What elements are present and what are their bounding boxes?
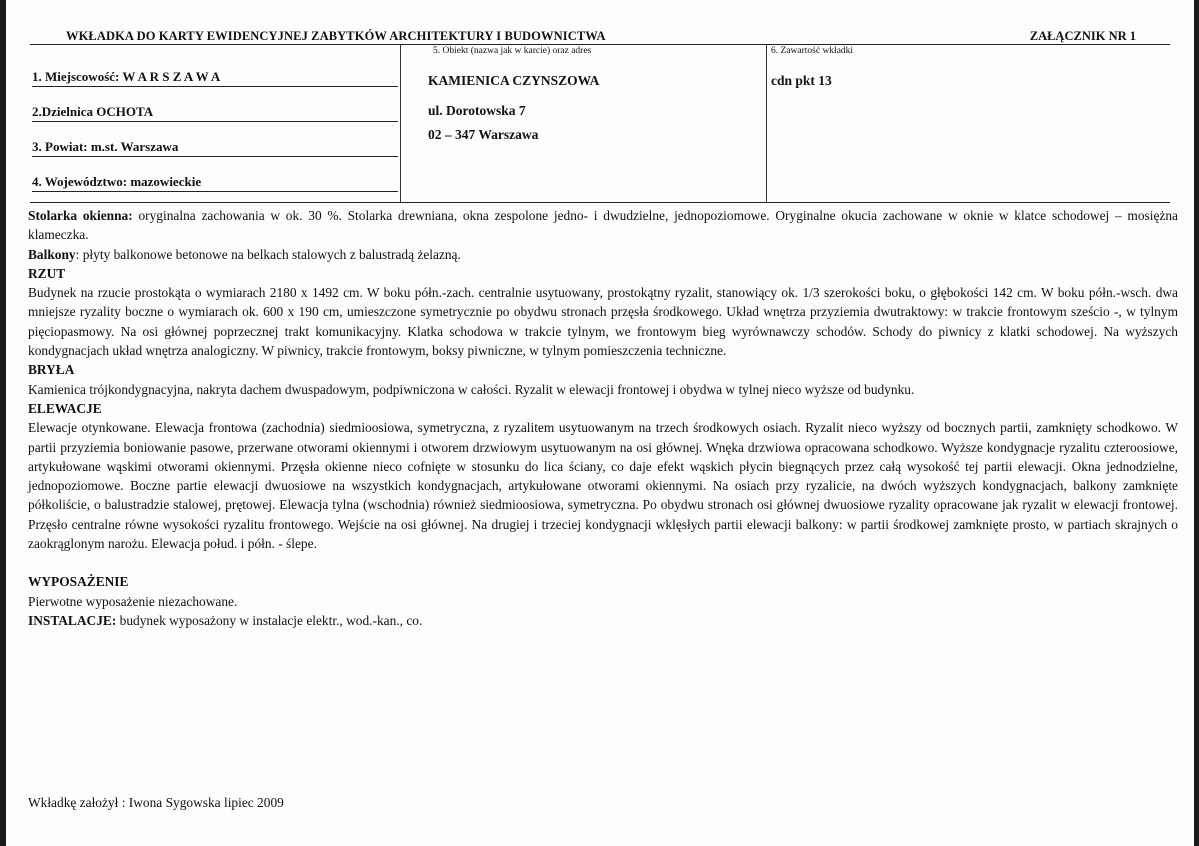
field-locality-text: 1. Miejscowość: W A R S Z A W A (32, 69, 221, 84)
divider-right (766, 45, 767, 202)
document-page (6, 0, 1194, 846)
annex-label: ZAŁĄCZNIK NR 1 (1029, 29, 1136, 43)
title-row (30, 28, 1170, 45)
paragraph-bryla: Kamienica trójkondygnacyjna, nakryta dachem dwuspadowym, podpiwniczona w całości. Ryzalit w elewacji frontowej i obydwa w tylnej nieco wyższe od budynku. (28, 381, 915, 397)
field-voivodeship (32, 169, 398, 192)
heading-wyposazenie: WYPOSAŻENIE (28, 574, 129, 590)
paragraph-wyposazenie: Pierwotne wyposażenie niezachowane. (28, 593, 238, 609)
field-district-text: 2.Dzielnica OCHOTA (32, 104, 154, 119)
object-street: ul. Dorotowska 7 (428, 103, 526, 118)
object-heading: 5. Obiekt (nazwa jak w karcie) oraz adres (433, 46, 592, 56)
heading-rzut: RZUT (28, 265, 66, 281)
paragraph-balkony (28, 245, 1178, 264)
contents-value: cdn pkt 13 (771, 73, 832, 88)
divider-left (400, 45, 401, 202)
instalacje-text: budynek wyposażony w instalacje elektr., wod.-kan., co. (116, 612, 423, 628)
contents-heading: 6. Zawartość wkładki (771, 46, 854, 56)
stolarka-label: Stolarka okienna: (28, 208, 133, 223)
header-form (30, 45, 1170, 203)
field-county (32, 134, 398, 157)
field-county-text: 3. Powiat: m.st. Warszawa (32, 139, 179, 154)
paragraph-elewacje: Elewacje otynkowane. Elewacja frontowa (zachodnia) siedmioosiowa, symetryczna, z ryzalitem usytuowanym na trzech środkowych osiach. Ryzalit nieco wyższy od bocznych partii, zamknięty schodkowo. W partii przyziemia boniowanie pasowe, przerwane otworami okiennymi i otworem drzwiowym usytuowanym na osi głównej. Wnęka drzwiowa opracowana schodkowo. Wyższe kondygnacje ryzalitu czteroosiowe, artykułowane wąskimi otworami okiennymi. Przęsła okienne nieco cofnięte w stosunku do lica ściany, co daje efekt wąskich płycin biegnących przez całą wysokość tej partii elewacji. Okna jednodzielne, jednopoziomowe. Boczne partie elewacji dwuosiowe na wszystkich kondygnacjach, artykułowane otworami okiennymi. Na osiach przy ryzalicie, na dwóch wyższych kondygnacjach, balkony zamknięte półkoliście, o balustradzie stalowej, prętowej. Elewacja tylna (wschodnia) również siedmioosiowa, symetryczna. Po obydwu stronach osi głównej dwuosiowe ryzality opracowane jak ryzalit w elewacji frontowej. Przęsło centralne równe wysokości ryzalitu frontowego. Wejście na osi głównej. Na drugiej i trzeciej kondygnacji wklęsłych partii elewacji balkony: w partii środkowej zamknięte prosto, w partiach skrajnych o zaokrąglonym narożu. Elewacja połud. i półn. - ślepe. (28, 420, 1178, 552)
stolarka-text: oryginalna zachowania w ok. 30 %. Stolarka drewniana, okna zespolone jedno- i dwudzielne, jednopoziomowe. Oryginalne okucia zachowane w oknie w klatce schodowej – mosiężna klameczka. (28, 208, 1178, 243)
object-name: KAMIENICA CZYNSZOWA (428, 73, 600, 88)
field-district (32, 99, 398, 122)
document-title: WKŁADKA DO KARTY EWIDENCYJNEJ ZABYTKÓW ARCHITEKTURY I BUDOWNICTWA (66, 29, 606, 43)
field-locality (32, 64, 398, 87)
object-city: 02 – 347 Warszawa (428, 127, 539, 142)
heading-elewacje: ELEWACJE (28, 400, 102, 416)
field-voivodeship-text: 4. Województwo: mazowieckie (32, 174, 202, 189)
paragraph-stolarka (28, 206, 1178, 245)
spacer (28, 553, 1178, 572)
paragraph-rzut: Budynek na rzucie prostokąta o wymiarach 2180 x 1492 cm. W boku półn.-zach. centralnie usytuowany, prostokątny ryzalit, stanowiący ok. 1/3 szerokości boku, o głębokości 142 cm. W boku półn.-wsch. dwa mniejsze ryzality boczne o wymiarach ok. 600 x 190 cm, umieszczone symetrycznie po obydwu stronach przęsła środkowego. Układ wnętrza przyziemia dwutraktowy: w trakcie frontowym sześcio -, w tylnym pięciopasmowy. Na osi głównej poprzecznej trakt komunikacyjny. Klatka schodowa w trakcie tylnym, we frontowym bieg wyrównawczy schodów. Schody do piwnicy z klatki schodowej. Na wyższych kondygnacjach układ wnętrza analogiczny. W piwnicy, trakcie frontowym, boksy piwniczne, w tylnym pomieszczenia techniczne. (28, 285, 1178, 359)
heading-bryla: BRYŁA (28, 362, 75, 378)
footer-author: Wkładkę założył : Iwona Sygowska lipiec 2009 (28, 795, 284, 810)
paragraph-instalacje (28, 611, 1178, 630)
balkony-label: Balkony (28, 246, 76, 262)
document-body (28, 206, 1178, 630)
instalacje-label: INSTALACJE: (28, 612, 117, 628)
balkony-text: : płyty balkonowe betonowe na belkach stalowych z balustradą żelazną. (75, 246, 461, 262)
